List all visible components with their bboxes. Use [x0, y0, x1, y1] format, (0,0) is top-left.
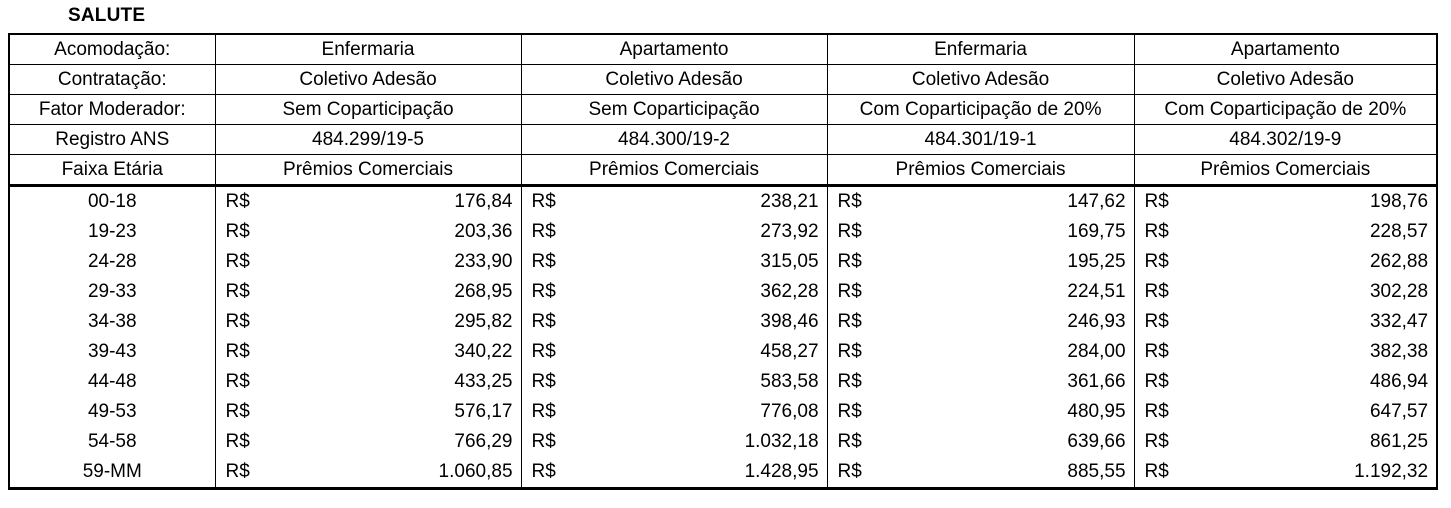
premium-value: 480,95	[873, 397, 1134, 427]
age-band-cell: 59-MM	[9, 457, 215, 489]
currency-symbol: R$	[827, 457, 873, 489]
currency-symbol: R$	[837, 221, 862, 242]
premium-value: 1.032,18	[567, 427, 827, 457]
currency-symbol: R$	[531, 281, 556, 302]
header-label: Contratação:	[9, 65, 215, 95]
header-cell: Coletivo Adesão	[215, 65, 521, 95]
currency-symbol: R$	[225, 191, 250, 212]
premium-value: 639,66	[873, 427, 1134, 457]
premium-value: 284,00	[873, 337, 1134, 367]
header-cell: Enfermaria	[215, 34, 521, 65]
header-cell: Com Coparticipação de 20%	[827, 95, 1134, 125]
premium-value: 268,95	[261, 277, 521, 307]
age-band-cell: 00-18	[9, 186, 215, 218]
premium-value: 238,21	[567, 186, 827, 218]
premium-value: 203,36	[261, 217, 521, 247]
page-title: SALUTE	[68, 5, 146, 26]
currency-symbol: R$	[837, 281, 862, 302]
premium-value: 885,55	[873, 457, 1134, 489]
premium-value: 198,76	[1180, 186, 1437, 218]
table-row	[9, 367, 1437, 397]
premium-value: 766,29	[261, 427, 521, 457]
header-row	[9, 34, 1437, 65]
header-cell: 484.299/19-5	[215, 125, 521, 155]
age-band-cell: 54-58	[9, 427, 215, 457]
currency-symbol: R$	[837, 251, 862, 272]
currency-symbol: R$	[531, 251, 556, 272]
currency-symbol: R$	[531, 371, 556, 392]
currency-symbol: R$	[837, 311, 862, 332]
currency-symbol: R$	[225, 281, 250, 302]
premium-value: 176,84	[261, 186, 521, 218]
currency-symbol: R$	[1144, 341, 1169, 362]
currency-symbol: R$	[1144, 431, 1169, 452]
currency-symbol: R$	[531, 191, 556, 212]
table-row	[9, 397, 1437, 427]
premium-value: 861,25	[1180, 427, 1437, 457]
premium-value: 458,27	[567, 337, 827, 367]
currency-symbol: R$	[1144, 311, 1169, 332]
header-row	[9, 155, 1437, 186]
premium-value: 583,58	[567, 367, 827, 397]
currency-symbol: R$	[225, 221, 250, 242]
currency-symbol: R$	[837, 191, 862, 212]
header-cell: Prêmios Comerciais	[827, 155, 1134, 186]
premium-value: 1.192,32	[1180, 457, 1437, 489]
premium-value: 576,17	[261, 397, 521, 427]
premium-value: 1.428,95	[567, 457, 827, 489]
table-row	[9, 186, 1437, 218]
age-band-cell: 19-23	[9, 217, 215, 247]
premium-value: 776,08	[567, 397, 827, 427]
premium-value: 233,90	[261, 247, 521, 277]
currency-symbol: R$	[837, 431, 862, 452]
premium-value: 169,75	[873, 217, 1134, 247]
currency-symbol: R$	[225, 431, 250, 452]
premium-value: 246,93	[873, 307, 1134, 337]
header-row	[9, 125, 1437, 155]
currency-symbol: R$	[521, 457, 567, 489]
header-cell: Prêmios Comerciais	[215, 155, 521, 186]
age-band-cell: 49-53	[9, 397, 215, 427]
price-table	[8, 33, 1438, 490]
currency-symbol: R$	[531, 311, 556, 332]
header-label: Acomodação:	[9, 34, 215, 65]
header-cell: Com Coparticipação de 20%	[1134, 95, 1437, 125]
premium-value: 398,46	[567, 307, 827, 337]
currency-symbol: R$	[1134, 457, 1180, 489]
table-row	[9, 457, 1437, 489]
currency-symbol: R$	[225, 251, 250, 272]
premium-value: 147,62	[873, 186, 1134, 218]
header-cell: Sem Coparticipação	[521, 95, 827, 125]
table-row	[9, 247, 1437, 277]
currency-symbol: R$	[837, 341, 862, 362]
currency-symbol: R$	[531, 401, 556, 422]
table-row	[9, 217, 1437, 247]
premium-value: 273,92	[567, 217, 827, 247]
table-row	[9, 307, 1437, 337]
table-row	[9, 337, 1437, 367]
header-cell: Sem Coparticipação	[215, 95, 521, 125]
premium-value: 315,05	[567, 247, 827, 277]
header-cell: Enfermaria	[827, 34, 1134, 65]
currency-symbol: R$	[531, 221, 556, 242]
premium-value: 647,57	[1180, 397, 1437, 427]
header-cell: 484.302/19-9	[1134, 125, 1437, 155]
premium-value: 262,88	[1180, 247, 1437, 277]
header-cell: Coletivo Adesão	[521, 65, 827, 95]
header-row	[9, 95, 1437, 125]
header-cell: Prêmios Comerciais	[521, 155, 827, 186]
currency-symbol: R$	[837, 371, 862, 392]
header-label: Faixa Etária	[9, 155, 215, 186]
currency-symbol: R$	[1144, 221, 1169, 242]
premium-value: 361,66	[873, 367, 1134, 397]
age-band-cell: 39-43	[9, 337, 215, 367]
header-cell: Apartamento	[1134, 34, 1437, 65]
header-cell: Apartamento	[521, 34, 827, 65]
premium-value: 382,38	[1180, 337, 1437, 367]
currency-symbol: R$	[531, 431, 556, 452]
header-cell: Coletivo Adesão	[1134, 65, 1437, 95]
currency-symbol: R$	[1144, 251, 1169, 272]
currency-symbol: R$	[1144, 281, 1169, 302]
premium-value: 195,25	[873, 247, 1134, 277]
header-cell: 484.301/19-1	[827, 125, 1134, 155]
age-band-cell: 34-38	[9, 307, 215, 337]
premium-value: 362,28	[567, 277, 827, 307]
currency-symbol: R$	[1144, 371, 1169, 392]
currency-symbol: R$	[225, 371, 250, 392]
premium-value: 332,47	[1180, 307, 1437, 337]
header-cell: Prêmios Comerciais	[1134, 155, 1437, 186]
currency-symbol: R$	[1144, 401, 1169, 422]
premium-value: 295,82	[261, 307, 521, 337]
currency-symbol: R$	[215, 457, 261, 489]
header-cell: 484.300/19-2	[521, 125, 827, 155]
header-label: Registro ANS	[9, 125, 215, 155]
table-row	[9, 427, 1437, 457]
currency-symbol: R$	[225, 341, 250, 362]
currency-symbol: R$	[225, 401, 250, 422]
currency-symbol: R$	[837, 401, 862, 422]
premium-value: 433,25	[261, 367, 521, 397]
premium-value: 224,51	[873, 277, 1134, 307]
currency-symbol: R$	[225, 311, 250, 332]
age-band-cell: 24-28	[9, 247, 215, 277]
header-label: Fator Moderador:	[9, 95, 215, 125]
table-row	[9, 277, 1437, 307]
currency-symbol: R$	[531, 341, 556, 362]
header-cell: Coletivo Adesão	[827, 65, 1134, 95]
premium-value: 340,22	[261, 337, 521, 367]
age-band-cell: 44-48	[9, 367, 215, 397]
premium-value: 486,94	[1180, 367, 1437, 397]
premium-value: 228,57	[1180, 217, 1437, 247]
currency-symbol: R$	[1144, 191, 1169, 212]
premium-value: 1.060,85	[261, 457, 521, 489]
age-band-cell: 29-33	[9, 277, 215, 307]
header-row	[9, 65, 1437, 95]
table-body	[9, 34, 1437, 489]
premium-value: 302,28	[1180, 277, 1437, 307]
